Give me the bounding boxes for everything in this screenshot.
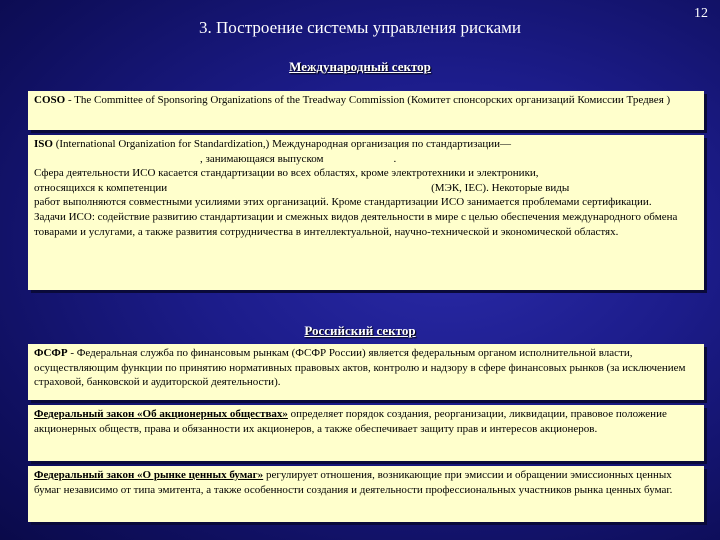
- law-securities-box: [28, 466, 704, 522]
- fsfr-definition-box: [28, 344, 704, 400]
- law-jsc-box: [28, 405, 704, 461]
- coso-term: COSO: [34, 94, 66, 106]
- page-number: 12: [694, 6, 708, 21]
- law-jsc-text: определяет порядок создания, реорганизации, ликвидации, правовое положение акционерных обществ, права и обязанности их акционеров, а также обеспечивает защиту прав и интересов акционеров.: [34, 408, 667, 435]
- iso-line-2-text: , занимающаяся выпуском: [200, 152, 324, 165]
- iso-line-5: работ выполняются совместными усилиями этих организаций. Кроме стандартизации ИСО занимается проблемами сертификации.: [34, 196, 652, 209]
- law-jsc-definition: [34, 407, 698, 436]
- iso-line-2-end: .: [393, 152, 397, 165]
- law-securities-text: регулирует отношения, возникающие при эмиссии и обращении эмиссионных ценных бумаг независимо от типа эмитента, а также особенности создания и деятельности профессиональных участников рынка ценных бумаг.: [34, 469, 673, 496]
- fsfr-term: ФСФР: [34, 347, 68, 359]
- coso-text: - The Committee of Sponsoring Organizations of the Treadway Commission (Комитет спонсорских организаций Комиссии Тредвея ): [65, 94, 671, 106]
- slide-title: 3. Построение системы управления рисками: [198, 18, 521, 37]
- iso-term: ISO: [34, 138, 53, 150]
- iso-line-1: [34, 137, 698, 152]
- coso-definition-box: [28, 91, 704, 130]
- iso-line-6: Задачи ИСО: содействие развитию стандартизации и смежных видов деятельности в мире с целью обеспечения международного обмена товарами и услугами, а также развития сотрудничества в интеллектуальной, научно-технической и экономической областях.: [34, 210, 678, 238]
- law-securities-term: Федеральный закон «О рынке ценных бумаг»: [34, 469, 264, 481]
- russian-sector-heading: Российский сектор: [304, 323, 416, 338]
- iso-definition-box: [28, 135, 704, 290]
- fsfr-definition: [34, 346, 698, 390]
- law-securities-definition: [34, 468, 698, 497]
- iso-line-4a: относящихся к компетенции: [34, 181, 168, 194]
- iso-line-4b: (МЭК, IEC). Некоторые виды: [431, 181, 570, 194]
- iso-line-4: [34, 181, 698, 196]
- iso-line-3: Сфера деятельности ИСО касается стандартизации во всех областях, кроме электротехники и электроники,: [34, 167, 539, 180]
- international-sector-heading: Международный сектор: [289, 59, 431, 74]
- law-jsc-term: Федеральный закон «Об акционерных обществах»: [34, 408, 288, 420]
- iso-line-2: [34, 152, 698, 167]
- coso-definition: [34, 93, 698, 108]
- fsfr-text: - Федеральная служба по финансовым рынкам (ФСФР России) является федеральным органом исполнительной власти, осуществляющим функции по принятию нормативных правовых актов, контролю и надзору в сфере финансовых рынков (за исключением страховой, банковской и аудиторской деятельности).: [34, 347, 686, 389]
- iso-line-1-text: (International Organization for Standardization,) Международная организация по стандартизации—: [52, 138, 512, 150]
